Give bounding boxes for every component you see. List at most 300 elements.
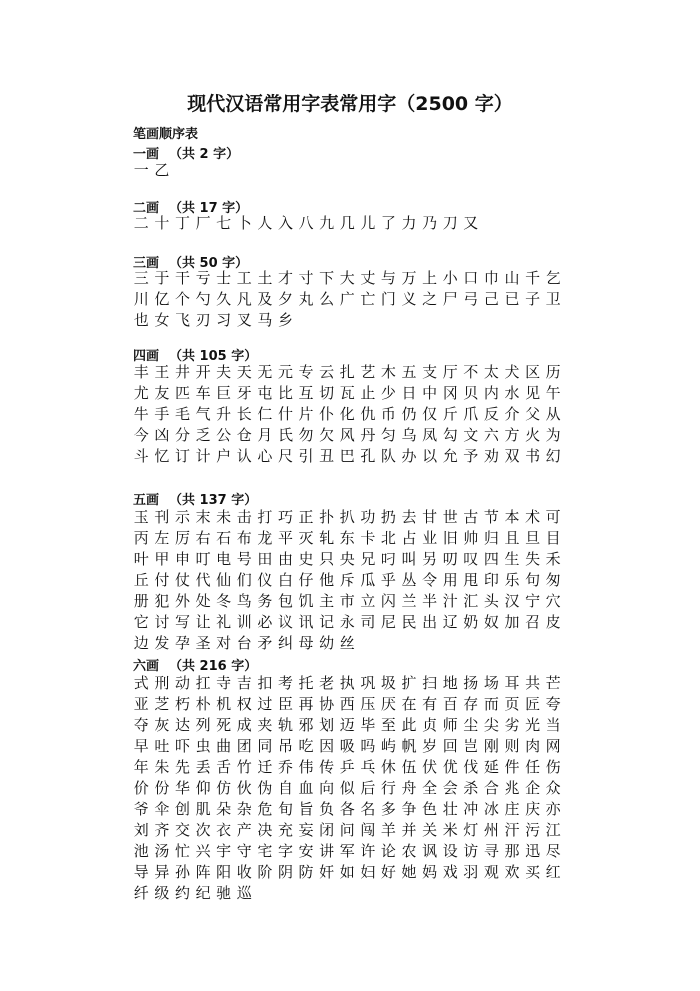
table-subtitle: 笔画顺序表 — [133, 127, 199, 142]
hanzi-char: 岁 — [422, 737, 438, 755]
hanzi-char: 介 — [504, 405, 520, 423]
hanzi-char: 艺 — [360, 363, 376, 381]
hanzi-char: 旦 — [525, 529, 541, 547]
hanzi-char: 处 — [195, 592, 211, 610]
hanzi-char: 访 — [463, 842, 479, 860]
hanzi-char: 岂 — [463, 737, 479, 755]
hanzi-char: 伍 — [401, 758, 417, 776]
hanzi-char: 存 — [463, 695, 479, 713]
hanzi-char: 决 — [257, 821, 273, 839]
hanzi-char: 扑 — [319, 508, 335, 526]
hanzi-char: 百 — [442, 695, 458, 713]
hanzi-char: 甲 — [154, 550, 170, 568]
hanzi-char: 她 — [401, 863, 417, 881]
hanzi-char: 圣 — [195, 634, 211, 652]
hanzi-char: 阴 — [277, 863, 293, 881]
hanzi-char: 召 — [525, 613, 541, 631]
hanzi-char: 吃 — [298, 737, 314, 755]
hanzi-char: 可 — [545, 508, 561, 526]
hanzi-char: 耳 — [504, 674, 520, 692]
hanzi-char: 问 — [339, 821, 355, 839]
hanzi-char: 邪 — [298, 716, 314, 734]
hanzi-char: 吸 — [339, 737, 355, 755]
hanzi-char: 此 — [401, 716, 417, 734]
hanzi-char: 工 — [236, 269, 252, 287]
hanzi-char: 朵 — [216, 800, 232, 818]
hanzi-char: 妇 — [360, 863, 376, 881]
hanzi-char: 份 — [154, 779, 170, 797]
hanzi-char: 仗 — [174, 571, 190, 589]
hanzi-char: 件 — [504, 758, 520, 776]
hanzi-char: 氏 — [277, 426, 293, 444]
hanzi-char: 元 — [277, 363, 293, 381]
hanzi-char: 庆 — [525, 800, 541, 818]
hanzi-char: 予 — [463, 447, 479, 465]
hanzi-char: 讲 — [319, 842, 335, 860]
hanzi-char: 凤 — [422, 426, 438, 444]
hanzi-char: 在 — [401, 695, 417, 713]
hanzi-char: 马 — [257, 311, 273, 329]
hanzi-char: 师 — [442, 716, 458, 734]
hanzi-char: 队 — [380, 447, 396, 465]
hanzi-char: 池 — [133, 842, 149, 860]
hanzi-char: 几 — [339, 214, 355, 232]
hanzi-char: 丁 — [174, 214, 190, 232]
hanzi-char: 芒 — [545, 674, 561, 692]
hanzi-char: 自 — [277, 779, 293, 797]
hanzi-char: 毕 — [360, 716, 376, 734]
hanzi-char: 方 — [504, 426, 520, 444]
hanzi-char: 天 — [236, 363, 252, 381]
stroke-label: 六画 — [133, 659, 160, 674]
hanzi-char: 后 — [360, 779, 376, 797]
hanzi-char: 闭 — [319, 821, 335, 839]
hanzi-char: 分 — [174, 426, 190, 444]
hanzi-char: 六 — [483, 426, 499, 444]
hanzi-char: 失 — [525, 550, 541, 568]
hanzi-char: 飞 — [174, 311, 190, 329]
hanzi-char: 已 — [504, 290, 520, 308]
hanzi-char: 红 — [545, 863, 561, 881]
hanzi-char: 杂 — [236, 800, 252, 818]
stroke-label: 二画 — [133, 201, 160, 216]
hanzi-char: 斗 — [133, 447, 149, 465]
hanzi-char: 吊 — [277, 737, 293, 755]
hanzi-char: 丙 — [133, 529, 149, 547]
hanzi-char: 旨 — [298, 800, 314, 818]
hanzi-char: 肉 — [525, 737, 541, 755]
hanzi-char: 冬 — [216, 592, 232, 610]
hanzi-char: 机 — [216, 695, 232, 713]
hanzi-char: 刊 — [154, 508, 170, 526]
char-count: （共 17 字） — [169, 201, 249, 216]
hanzi-char: 讽 — [422, 842, 438, 860]
hanzi-char: 竹 — [236, 758, 252, 776]
hanzi-char: 厅 — [442, 363, 458, 381]
hanzi-char: 匀 — [380, 426, 396, 444]
hanzi-char: 车 — [195, 384, 211, 402]
hanzi-char: 办 — [401, 447, 417, 465]
hanzi-char: 当 — [545, 716, 561, 734]
hanzi-char: 仓 — [236, 426, 252, 444]
hanzi-char: 功 — [360, 508, 376, 526]
hanzi-char: 去 — [401, 508, 417, 526]
hanzi-char: 夺 — [133, 716, 149, 734]
hanzi-char: 交 — [174, 821, 190, 839]
hanzi-char: 宇 — [216, 842, 232, 860]
hanzi-char: 如 — [339, 863, 355, 881]
hanzi-char: 尤 — [133, 384, 149, 402]
hanzi-char: 议 — [277, 613, 293, 631]
hanzi-char: 毛 — [174, 405, 190, 423]
hanzi-char: 十 — [154, 214, 170, 232]
hanzi-char: 川 — [133, 290, 149, 308]
hanzi-char: 伟 — [298, 758, 314, 776]
hanzi-char: 灰 — [154, 716, 170, 734]
hanzi-char: 无 — [257, 363, 273, 381]
hanzi-char: 右 — [195, 529, 211, 547]
hanzi-char: 贞 — [422, 716, 438, 734]
hanzi-char: 伐 — [463, 758, 479, 776]
hanzi-char: 对 — [216, 634, 232, 652]
hanzi-char: 专 — [298, 363, 314, 381]
hanzi-char: 孙 — [174, 863, 190, 881]
hanzi-char: 用 — [442, 571, 458, 589]
hanzi-char: 合 — [483, 779, 499, 797]
hanzi-char: 仍 — [401, 405, 417, 423]
hanzi-char: 叼 — [380, 550, 396, 568]
hanzi-char: 划 — [319, 716, 335, 734]
hanzi-char: 友 — [154, 384, 170, 402]
hanzi-char: 乃 — [422, 214, 438, 232]
char-grid-1 — [131, 160, 571, 181]
hanzi-char: 瓦 — [339, 384, 355, 402]
hanzi-char: 贝 — [463, 384, 479, 402]
hanzi-char: 乡 — [277, 311, 293, 329]
hanzi-char: 收 — [236, 863, 252, 881]
hanzi-char: 勺 — [195, 290, 211, 308]
hanzi-char: 田 — [257, 550, 273, 568]
hanzi-char: 旬 — [277, 800, 293, 818]
hanzi-char: 永 — [339, 613, 355, 631]
hanzi-char: 写 — [174, 613, 190, 631]
hanzi-char: 次 — [195, 821, 211, 839]
hanzi-char: 小 — [442, 269, 458, 287]
hanzi-char: 土 — [257, 269, 273, 287]
char-grid-2 — [131, 213, 571, 234]
hanzi-char: 危 — [257, 800, 273, 818]
hanzi-char: 久 — [216, 290, 232, 308]
hanzi-char: 仇 — [360, 405, 376, 423]
hanzi-char: 立 — [360, 592, 376, 610]
hanzi-char: 兆 — [504, 779, 520, 797]
hanzi-char: 力 — [401, 214, 417, 232]
hanzi-char: 爷 — [133, 800, 149, 818]
hanzi-char: 东 — [339, 529, 355, 547]
hanzi-char: 壮 — [442, 800, 458, 818]
hanzi-char: 朱 — [154, 758, 170, 776]
hanzi-char: 尖 — [483, 716, 499, 734]
hanzi-char: 阳 — [216, 863, 232, 881]
hanzi-char: 习 — [216, 311, 232, 329]
hanzi-char: 戏 — [442, 863, 458, 881]
hanzi-char: 打 — [257, 508, 273, 526]
hanzi-char: 并 — [401, 821, 417, 839]
hanzi-char: 帅 — [463, 529, 479, 547]
hanzi-char: 仅 — [422, 405, 438, 423]
hanzi-char: 屿 — [380, 737, 396, 755]
hanzi-char: 币 — [380, 405, 396, 423]
hanzi-char: 齐 — [154, 821, 170, 839]
hanzi-char: 扛 — [195, 674, 211, 692]
hanzi-char: 臣 — [277, 695, 293, 713]
hanzi-char: 凡 — [236, 290, 252, 308]
hanzi-char: 羊 — [380, 821, 396, 839]
hanzi-char: 伤 — [545, 758, 561, 776]
hanzi-char: 万 — [401, 269, 417, 287]
hanzi-char: 舌 — [216, 758, 232, 776]
hanzi-char: 叮 — [195, 550, 211, 568]
hanzi-char: 先 — [174, 758, 190, 776]
hanzi-char: 白 — [277, 571, 293, 589]
hanzi-char: 宁 — [525, 592, 541, 610]
hanzi-char: 一 — [133, 161, 149, 179]
hanzi-char: 正 — [298, 508, 314, 526]
hanzi-char: 厉 — [174, 529, 190, 547]
hanzi-char: 士 — [216, 269, 232, 287]
hanzi-char: 吉 — [236, 674, 252, 692]
hanzi-char: 年 — [133, 758, 149, 776]
hanzi-char: 卡 — [360, 529, 376, 547]
hanzi-char: 巴 — [339, 447, 355, 465]
hanzi-char: 心 — [257, 447, 273, 465]
hanzi-char: 礼 — [216, 613, 232, 631]
stroke-label: 五画 — [133, 493, 160, 508]
hanzi-char: 舟 — [401, 779, 417, 797]
hanzi-char: 示 — [174, 508, 190, 526]
char-grid-3 — [131, 268, 571, 331]
hanzi-char: 驰 — [216, 884, 232, 902]
hanzi-char: 节 — [483, 508, 499, 526]
hanzi-char: 买 — [525, 863, 541, 881]
hanzi-char: 千 — [525, 269, 541, 287]
hanzi-char: 乏 — [195, 426, 211, 444]
hanzi-char: 人 — [257, 214, 273, 232]
hanzi-char: 申 — [174, 550, 190, 568]
hanzi-char: 那 — [504, 842, 520, 860]
hanzi-char: 本 — [504, 508, 520, 526]
hanzi-char: 长 — [236, 405, 252, 423]
hanzi-char: 劝 — [483, 447, 499, 465]
hanzi-char: 仪 — [257, 571, 273, 589]
hanzi-char: 认 — [236, 447, 252, 465]
hanzi-char: 屯 — [257, 384, 273, 402]
hanzi-char: 场 — [483, 674, 499, 692]
hanzi-char: 众 — [545, 779, 561, 797]
hanzi-char: 幼 — [319, 634, 335, 652]
hanzi-char: 入 — [277, 214, 293, 232]
hanzi-char: 权 — [236, 695, 252, 713]
hanzi-char: 而 — [483, 695, 499, 713]
hanzi-char: 圾 — [380, 674, 396, 692]
hanzi-char: 汗 — [504, 821, 520, 839]
hanzi-char: 亡 — [360, 290, 376, 308]
hanzi-char: 扎 — [339, 363, 355, 381]
hanzi-char: 充 — [277, 821, 293, 839]
hanzi-char: 达 — [174, 716, 190, 734]
hanzi-char: 汤 — [154, 842, 170, 860]
hanzi-char: 价 — [133, 779, 149, 797]
hanzi-char: 夫 — [216, 363, 232, 381]
hanzi-char: 设 — [442, 842, 458, 860]
hanzi-char: 云 — [319, 363, 335, 381]
hanzi-char: 休 — [380, 758, 396, 776]
hanzi-char: 亦 — [545, 800, 561, 818]
hanzi-char: 仿 — [216, 779, 232, 797]
hanzi-char: 代 — [195, 571, 211, 589]
hanzi-char: 爪 — [463, 405, 479, 423]
hanzi-char: 斤 — [442, 405, 458, 423]
hanzi-char: 扩 — [401, 674, 417, 692]
hanzi-char: 凶 — [154, 426, 170, 444]
hanzi-char: 闪 — [380, 592, 396, 610]
hanzi-char: 公 — [216, 426, 232, 444]
hanzi-char: 中 — [422, 384, 438, 402]
hanzi-char: 乐 — [504, 571, 520, 589]
hanzi-char: 灭 — [298, 529, 314, 547]
hanzi-char: 亚 — [133, 695, 149, 713]
hanzi-char: 动 — [174, 674, 190, 692]
hanzi-char: 刑 — [154, 674, 170, 692]
hanzi-char: 又 — [463, 214, 479, 232]
hanzi-char: 刀 — [442, 214, 458, 232]
hanzi-char: 协 — [319, 695, 335, 713]
hanzi-char: 至 — [380, 716, 396, 734]
hanzi-char: 勿 — [298, 426, 314, 444]
hanzi-char: 丛 — [401, 571, 417, 589]
hanzi-char: 弓 — [463, 290, 479, 308]
hanzi-char: 且 — [504, 529, 520, 547]
hanzi-char: 字 — [277, 842, 293, 860]
hanzi-char: 伙 — [236, 779, 252, 797]
hanzi-char: 乞 — [545, 269, 561, 287]
char-count: （共 2 字） — [169, 147, 240, 162]
hanzi-char: 约 — [174, 884, 190, 902]
hanzi-char: 少 — [380, 384, 396, 402]
hanzi-char: 华 — [174, 779, 190, 797]
hanzi-char: 早 — [133, 737, 149, 755]
hanzi-char: 巨 — [216, 384, 232, 402]
hanzi-char: 石 — [216, 529, 232, 547]
hanzi-char: 军 — [339, 842, 355, 860]
hanzi-char: 羽 — [463, 863, 479, 881]
hanzi-char: 讯 — [298, 613, 314, 631]
hanzi-char: 回 — [442, 737, 458, 755]
hanzi-char: 巾 — [483, 269, 499, 287]
hanzi-char: 光 — [525, 716, 541, 734]
hanzi-char: 句 — [525, 571, 541, 589]
hanzi-char: 企 — [525, 779, 541, 797]
hanzi-char: 会 — [442, 779, 458, 797]
hanzi-char: 平 — [277, 529, 293, 547]
hanzi-char: 化 — [339, 405, 355, 423]
hanzi-char: 夹 — [257, 716, 273, 734]
hanzi-char: 下 — [319, 269, 335, 287]
hanzi-char: 观 — [483, 863, 499, 881]
hanzi-char: 宅 — [257, 842, 273, 860]
hanzi-char: 上 — [422, 269, 438, 287]
hanzi-char: 寺 — [216, 674, 232, 692]
hanzi-char: 业 — [422, 529, 438, 547]
hanzi-char: 欠 — [319, 426, 335, 444]
hanzi-char: 污 — [525, 821, 541, 839]
hanzi-char: 生 — [504, 550, 520, 568]
hanzi-char: 朴 — [195, 695, 211, 713]
hanzi-char: 仔 — [298, 571, 314, 589]
hanzi-char: 令 — [422, 571, 438, 589]
hanzi-char: 八 — [298, 214, 314, 232]
hanzi-char: 兰 — [401, 592, 417, 610]
hanzi-char: 门 — [380, 290, 396, 308]
hanzi-char: 全 — [422, 779, 438, 797]
hanzi-char: 王 — [154, 363, 170, 381]
hanzi-char: 异 — [154, 863, 170, 881]
hanzi-char: 好 — [380, 863, 396, 881]
hanzi-char: 扔 — [380, 508, 396, 526]
hanzi-char: 行 — [380, 779, 396, 797]
hanzi-char: 匆 — [545, 571, 561, 589]
hanzi-char: 叉 — [236, 311, 252, 329]
hanzi-char: 虫 — [195, 737, 211, 755]
hanzi-char: 巡 — [236, 884, 252, 902]
hanzi-char: 扒 — [339, 508, 355, 526]
hanzi-char: 历 — [545, 363, 561, 381]
hanzi-char: 及 — [257, 290, 273, 308]
hanzi-char: 市 — [339, 592, 355, 610]
hanzi-char: 号 — [236, 550, 252, 568]
hanzi-char: 只 — [319, 550, 335, 568]
hanzi-char: 压 — [360, 695, 376, 713]
hanzi-char: 电 — [216, 550, 232, 568]
hanzi-char: 加 — [504, 613, 520, 631]
hanzi-char: 月 — [257, 426, 273, 444]
hanzi-char: 页 — [504, 695, 520, 713]
hanzi-char: 井 — [174, 363, 190, 381]
hanzi-char: 义 — [401, 290, 417, 308]
hanzi-char: 乔 — [277, 758, 293, 776]
hanzi-char: 死 — [216, 716, 232, 734]
hanzi-char: 仆 — [319, 405, 335, 423]
hanzi-char: 守 — [236, 842, 252, 860]
hanzi-char: 安 — [298, 842, 314, 860]
hanzi-char: 木 — [380, 363, 396, 381]
hanzi-char: 片 — [298, 405, 314, 423]
hanzi-char: 务 — [257, 592, 273, 610]
hanzi-char: 民 — [401, 613, 417, 631]
hanzi-char: 司 — [360, 613, 376, 631]
hanzi-char: 山 — [504, 269, 520, 287]
hanzi-char: 不 — [463, 363, 479, 381]
hanzi-char: 九 — [319, 214, 335, 232]
hanzi-char: 血 — [298, 779, 314, 797]
hanzi-char: 水 — [504, 384, 520, 402]
hanzi-char: 发 — [154, 634, 170, 652]
hanzi-char: 丝 — [339, 634, 355, 652]
hanzi-char: 丈 — [360, 269, 376, 287]
hanzi-char: 忙 — [174, 842, 190, 860]
hanzi-char: 牛 — [133, 405, 149, 423]
hanzi-char: 太 — [483, 363, 499, 381]
